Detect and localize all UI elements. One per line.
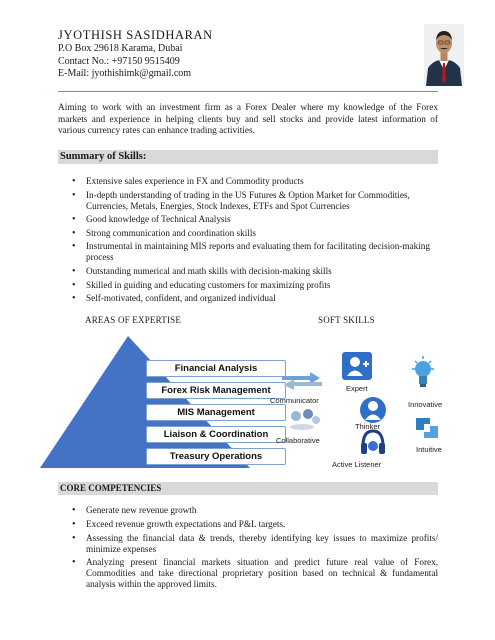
- list-item: • Exceed revenue growth expectations and P&L targets.: [72, 519, 438, 530]
- expert-icon: [342, 352, 372, 380]
- email-address: E-Mail: jyothishimk@gmail.com: [58, 68, 192, 79]
- header-divider: [58, 91, 438, 92]
- skills-section-header: [58, 150, 438, 164]
- list-item: • In-depth understanding of trading in the US Futures & Option Market for Commodities, Currencies, Metals, Energies, Stock Indexes, ETFs and Spot Currencies: [72, 190, 438, 212]
- soft-skills-graphic: [262, 346, 462, 476]
- profile-photo: [424, 24, 464, 86]
- list-item: • Extensive sales experience in FX and Commodity products: [72, 176, 438, 187]
- list-item: • Assessing the financial data & trends, thereby identifying key issues to maximize profits/ minimize expenses: [72, 533, 438, 555]
- list-item: • Generate new revenue growth: [72, 505, 438, 516]
- expertise-pyramid: [40, 334, 271, 470]
- competencies-section-title: CORE COMPETENCIES: [60, 483, 162, 493]
- contact-header: [58, 28, 438, 81]
- expertise-item: Treasury Operations: [146, 448, 286, 465]
- expertise-label: AREAS OF EXPERTISE: [85, 315, 182, 325]
- soft-skill-label: Active Listener: [332, 460, 382, 469]
- list-item: • Analyzing present financial markets situation and predict future real value of Forex, Commodities and take directional proprietary position based on technical & fundamental analysis within the approved limits.: [72, 557, 438, 590]
- list-item: • Self-motivated, confident, and organized individual: [72, 293, 438, 304]
- soft-skill-label: Innovative: [408, 400, 443, 409]
- people-icon: [288, 408, 322, 430]
- headphones-icon: [360, 428, 386, 456]
- list-item: • Skilled in guiding and educating customers for maximizing profits: [72, 280, 438, 291]
- list-item: • Outstanding numerical and math skills with decision-making skills: [72, 266, 438, 277]
- expertise-item: Liaison & Coordination: [146, 426, 286, 443]
- expertise-item: MIS Management: [146, 404, 286, 421]
- soft-skill-label: Thinker: [355, 422, 381, 431]
- phone-number: Contact No.: +97150 9515409: [58, 55, 180, 67]
- soft-skill-label: Communicator: [270, 396, 319, 405]
- soft-skill-label: Intuitive: [416, 445, 442, 454]
- list-item: • Instrumental in maintaining MIS reports and evaluating them for facilitating decision-making process: [72, 241, 438, 263]
- thinker-icon: [358, 396, 388, 424]
- expertise-item: Financial Analysis: [146, 360, 286, 377]
- arrows-icon: [280, 370, 324, 390]
- soft-skill-label: Expert: [346, 384, 368, 393]
- intuitive-icon: [414, 416, 440, 440]
- address: P.O Box 29618 Karama, Dubai: [58, 43, 183, 54]
- expertise-item: Forex Risk Management: [146, 382, 286, 399]
- competencies-section-header: [58, 482, 438, 495]
- competencies-list: [72, 505, 438, 593]
- lightbulb-icon: [410, 356, 436, 390]
- skills-section-title: Summary of Skills:: [60, 151, 147, 162]
- list-item: • Strong communication and coordination skills: [72, 228, 438, 239]
- candidate-name: JYOTHISH SASIDHARAN: [58, 28, 213, 42]
- career-objective: Aiming to work with an investment firm as a Forex Dealer where my knowledge of the Forex markets and experience in helping clients buy and sell stocks and provide latest information of various currency rates can enhance trading activities.: [58, 103, 438, 137]
- list-item: • Good knowledge of Technical Analysis: [72, 214, 438, 225]
- skills-list: [72, 176, 438, 307]
- soft-skills-label: SOFT SKILLS: [318, 315, 375, 325]
- soft-skill-label: Collaborative: [276, 436, 320, 445]
